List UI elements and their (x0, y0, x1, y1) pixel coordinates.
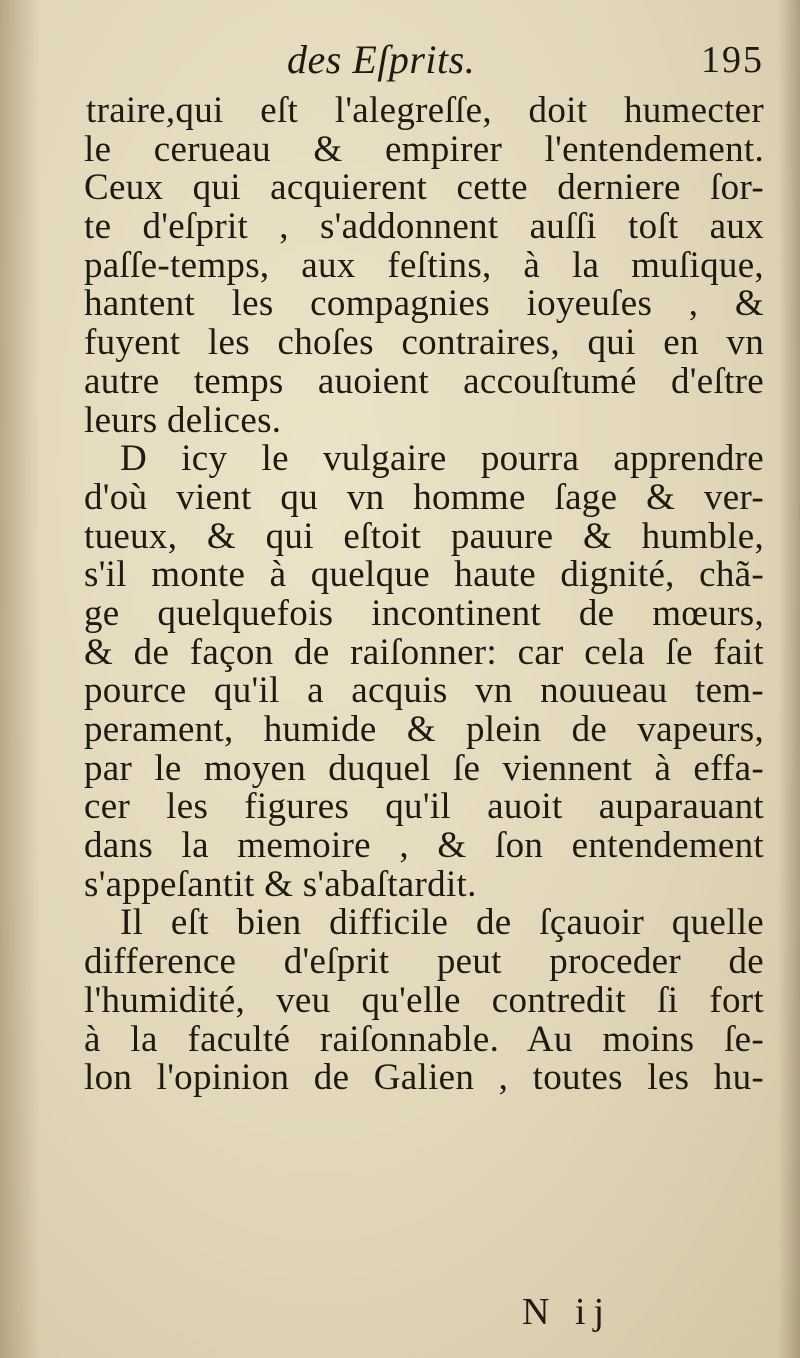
text-line: s'appeſantit & s'abaſtardit. (84, 863, 477, 905)
text-line: à la faculté raiſonnable. Au moins ſe- (84, 1018, 764, 1060)
text-line: l'humidité, veu qu'elle contredit ſi fort (84, 979, 764, 1021)
page-edge-shadow (778, 0, 800, 1358)
text-line: par le moyen duquel ſe viennent à effa- (84, 747, 764, 789)
text-line: ge quelquefois incontinent de mœurs, (84, 592, 764, 634)
text-line: traire,qui eſt l'alegreſſe, doit humecter (86, 90, 764, 131)
text-line: s'il monte à quelque haute dignité, chã- (84, 554, 764, 596)
text-line: autre temps auoient accouſtumé d'eſtre (84, 360, 764, 402)
text-line: te d'eſprit , s'addonnent auſſi toſt aux (84, 206, 764, 248)
running-title: des Eſprits. (287, 37, 476, 82)
text-line: difference d'eſprit peut proceder de (84, 941, 764, 983)
text-line: cer les figures qu'il auoit auparauant (84, 786, 764, 828)
gutter-shadow (0, 0, 40, 1358)
text-line: tueux, & qui eſtoit pauure & humble, (84, 515, 764, 557)
text-line: hantent les compagnies ioyeuſes , & (84, 283, 764, 325)
paragraph-start-line: D icy le vulgaire pourra apprendre (120, 438, 764, 480)
text-line: le cerueau & empirer l'entendement. (84, 128, 764, 170)
text-line: & de façon de raiſonner: car cela ſe fait (84, 631, 764, 673)
page-header (82, 30, 782, 86)
signature-mark: N ij (522, 1291, 613, 1333)
text-line: lon l'opinion de Galien , toutes les hu- (84, 1057, 764, 1099)
text-line: leurs delices. (84, 399, 282, 441)
text-line: fuyent les choſes contraires, qui en vn (84, 322, 764, 364)
text-line: dans la memoire , & ſon entendement (84, 825, 764, 867)
text-line: Ceux qui acquierent cette derniere ſor- (84, 167, 764, 209)
text-line: d'où vient qu vn homme ſage & ver- (84, 476, 764, 518)
text-line: pource qu'il a acquis vn nouueau tem- (84, 670, 764, 712)
paragraph-start-line: Il eſt bien difficile de ſçauoir quelle (120, 902, 764, 944)
page-number: 195 (701, 39, 764, 81)
body-text (84, 92, 764, 1098)
text-line: paſſe-temps, aux feſtins, à la muſique, (84, 244, 764, 286)
text-line: perament, humide & plein de vapeurs, (84, 709, 764, 750)
